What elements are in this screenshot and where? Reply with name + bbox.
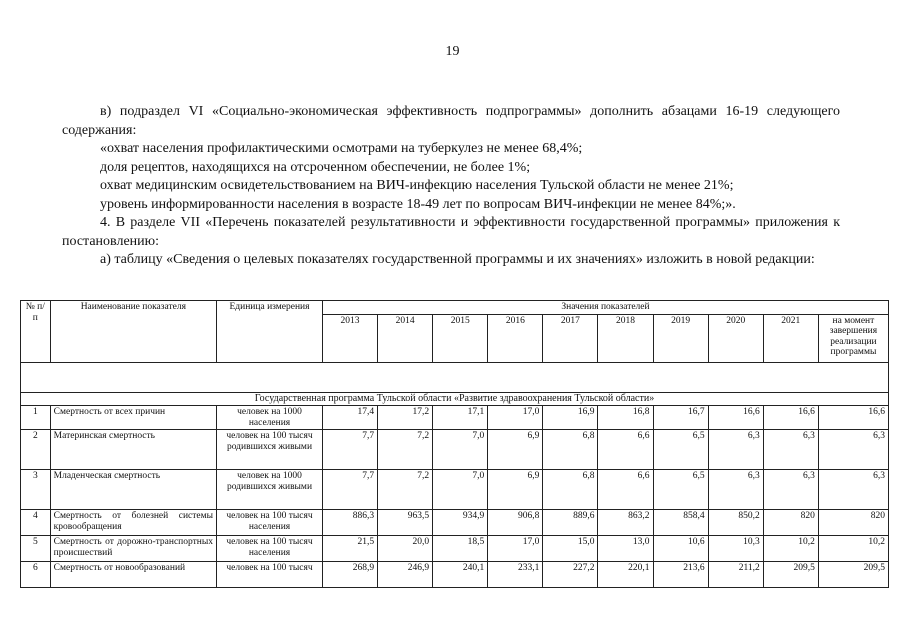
row-value: 6,6 <box>598 470 653 510</box>
header-year: 2016 <box>488 314 543 362</box>
row-value: 7,2 <box>378 430 433 470</box>
row-value: 6,3 <box>708 470 763 510</box>
row-value: 6,3 <box>763 430 818 470</box>
row-value: 21,5 <box>322 536 377 562</box>
row-indicator-name: Смертность от всех причин <box>50 406 216 430</box>
row-num: 4 <box>21 510 51 536</box>
row-value: 17,1 <box>433 406 488 430</box>
row-value: 6,3 <box>763 470 818 510</box>
row-value: 220,1 <box>598 562 653 588</box>
row-indicator-name: Младенческая смертность <box>50 470 216 510</box>
row-value: 10,2 <box>818 536 888 562</box>
row-value: 7,2 <box>378 470 433 510</box>
row-value: 213,6 <box>653 562 708 588</box>
row-value: 6,5 <box>653 430 708 470</box>
paragraph-subsection-vi: в) подраздел VI «Социально-экономическая эффективность подпрограммы» дополнить абзацами 16-19 следующего содержания: <box>62 104 840 138</box>
header-year: 2018 <box>598 314 653 362</box>
paragraph-table-instruction: а) таблицу «Сведения о целевых показателях государственной программы и их значениях» изложить в новой редакции: <box>100 252 815 267</box>
row-value: 16,8 <box>598 406 653 430</box>
header-year: 2013 <box>322 314 377 362</box>
row-value: 233,1 <box>488 562 543 588</box>
table-row <box>21 470 889 510</box>
row-value: 17,2 <box>378 406 433 430</box>
row-value: 820 <box>818 510 888 536</box>
row-value: 858,4 <box>653 510 708 536</box>
body-text <box>62 103 840 270</box>
row-value: 6,9 <box>488 470 543 510</box>
header-year: 2014 <box>378 314 433 362</box>
row-num: 5 <box>21 536 51 562</box>
row-value: 240,1 <box>433 562 488 588</box>
row-value: 15,0 <box>543 536 598 562</box>
row-value: 7,0 <box>433 470 488 510</box>
row-value: 6,6 <box>598 430 653 470</box>
row-value: 886,3 <box>322 510 377 536</box>
row-indicator-name: Смертность от болезней системы кровообращения <box>50 510 216 536</box>
row-value: 16,6 <box>818 406 888 430</box>
paragraph-hiv-awareness: уровень информированности населения в возрасте 18-49 лет по вопросам ВИЧ-инфекции не менее 84%;». <box>100 196 736 212</box>
table-row <box>21 510 889 536</box>
row-value: 17,0 <box>488 536 543 562</box>
section-row <box>21 392 889 406</box>
paragraph-tuberculosis: «охват населения профилактическими осмотрами на туберкулез не менее 68,4%; <box>100 141 583 156</box>
row-value: 10,3 <box>708 536 763 562</box>
row-value: 20,0 <box>378 536 433 562</box>
row-value: 18,5 <box>433 536 488 562</box>
row-unit: человек на 100 тысяч родившихся живыми <box>217 430 323 470</box>
row-value: 6,3 <box>818 430 888 470</box>
row-value: 16,6 <box>708 406 763 430</box>
header-year: 2021 <box>763 314 818 362</box>
paragraph-hiv-coverage: охват медицинским освидетельствованием на ВИЧ-инфекцию населения Тульской области не менее 21%; <box>100 178 734 193</box>
row-unit: человек на 100 тысяч населения <box>217 536 323 562</box>
header-year: 2017 <box>543 314 598 362</box>
row-num: 3 <box>21 470 51 510</box>
row-value: 863,2 <box>598 510 653 536</box>
row-value: 17,4 <box>322 406 377 430</box>
header-year: 2020 <box>708 314 763 362</box>
row-unit: человек на 1000 родившихся живыми <box>217 470 323 510</box>
row-value: 209,5 <box>818 562 888 588</box>
row-value: 934,9 <box>433 510 488 536</box>
spacer-row <box>21 362 889 392</box>
row-value: 6,5 <box>653 470 708 510</box>
row-value: 13,0 <box>598 536 653 562</box>
paragraph-section-vii: 4. В разделе VII «Перечень показателей результативности и эффективности государственной программы» приложения к постановлению: <box>62 215 840 249</box>
row-num: 6 <box>21 562 51 588</box>
row-num: 2 <box>21 430 51 470</box>
row-indicator-name: Материнская смертность <box>50 430 216 470</box>
row-value: 10,6 <box>653 536 708 562</box>
header-year: 2015 <box>433 314 488 362</box>
header-completion: на момент завершения реализации программы <box>818 314 888 362</box>
header-unit: Единица измерения <box>217 301 323 363</box>
row-indicator-name: Смертность от новообразований <box>50 562 216 588</box>
row-value: 889,6 <box>543 510 598 536</box>
row-value: 209,5 <box>763 562 818 588</box>
row-value: 227,2 <box>543 562 598 588</box>
header-year: 2019 <box>653 314 708 362</box>
header-num: № п/п <box>21 301 51 363</box>
row-indicator-name: Смертность от дорожно-транспортных происшествий <box>50 536 216 562</box>
row-value: 16,7 <box>653 406 708 430</box>
row-unit: человек на 100 тысяч населения <box>217 510 323 536</box>
table-row <box>21 406 889 430</box>
row-value: 268,9 <box>322 562 377 588</box>
row-value: 6,9 <box>488 430 543 470</box>
row-value: 211,2 <box>708 562 763 588</box>
row-value: 6,8 <box>543 430 598 470</box>
row-value: 820 <box>763 510 818 536</box>
indicators-table <box>20 300 889 588</box>
row-value: 6,3 <box>708 430 763 470</box>
row-value: 906,8 <box>488 510 543 536</box>
row-unit: человек на 100 тысяч <box>217 562 323 588</box>
header-values: Значения показателей <box>322 301 888 315</box>
row-value: 16,9 <box>543 406 598 430</box>
row-value: 17,0 <box>488 406 543 430</box>
section-title: Государственная программа Тульской области «Развитие здравоохранения Тульской области» <box>21 392 889 406</box>
row-value: 7,0 <box>433 430 488 470</box>
row-value: 963,5 <box>378 510 433 536</box>
row-num: 1 <box>21 406 51 430</box>
paragraph-prescriptions: доля рецептов, находящихся на отсроченном обеспечении, не более 1%; <box>100 159 531 175</box>
row-value: 6,3 <box>818 470 888 510</box>
page-number: 19 <box>445 44 460 59</box>
row-value: 6,8 <box>543 470 598 510</box>
row-value: 7,7 <box>322 470 377 510</box>
header-indicator-name: Наименование показателя <box>50 301 216 363</box>
table-header-row <box>21 301 889 315</box>
row-value: 16,6 <box>763 406 818 430</box>
row-value: 10,2 <box>763 536 818 562</box>
row-value: 7,7 <box>322 430 377 470</box>
row-value: 246,9 <box>378 562 433 588</box>
row-unit: человек на 1000 населения <box>217 406 323 430</box>
table-row <box>21 536 889 562</box>
table-row <box>21 562 889 588</box>
row-value: 850,2 <box>708 510 763 536</box>
table-row <box>21 430 889 470</box>
